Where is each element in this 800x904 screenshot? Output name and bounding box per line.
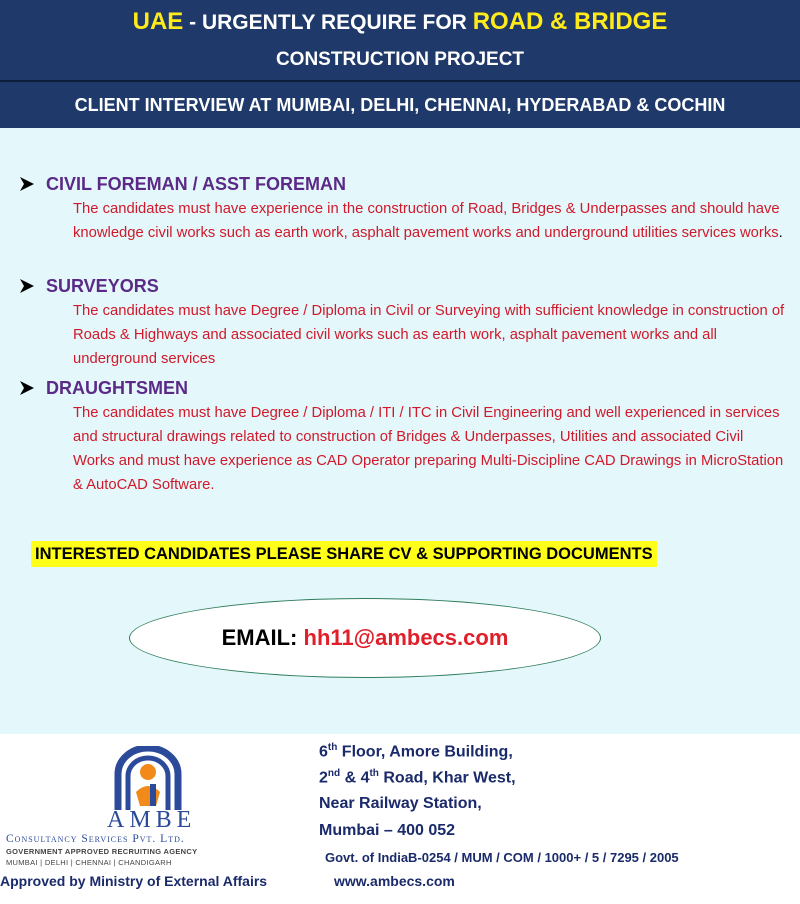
address-line-1	[319, 742, 513, 761]
ambe-logo-icon	[110, 746, 186, 810]
job-title	[46, 378, 188, 399]
header-banner	[0, 0, 800, 82]
headline-require: - URGENTLY REQUIRE FOR	[183, 11, 473, 34]
headline-line2: CONSTRUCTION PROJECT	[275, 49, 525, 70]
agency-tagline: GOVERNMENT APPROVED RECRUITING AGENCY	[6, 847, 198, 856]
job-title-text: SURVEYORS	[46, 276, 159, 296]
job-title-text: CIVIL FOREMAN / ASST FOREMAN	[46, 174, 347, 194]
email-link[interactable]: hh11@ambecs.com	[303, 625, 509, 650]
email-box[interactable]	[129, 598, 601, 678]
job-title	[46, 276, 159, 297]
address-line-3: Near Railway Station,	[319, 795, 482, 812]
govt-license: Govt. of IndiaB-0254 / MUM / COM / 1000+ / 5 / 7295 / 2005	[325, 850, 679, 865]
company-logo	[0, 734, 310, 904]
job-description: The candidates must have Degree / Diploma / ITI / ITC in Civil Engineering and well experienced in services and structural drawings related to construction of Bridges & Underpasses, Utilities and associated Civil Works and must have experience as CAD Operator preparing Multi-Discipline CAD Drawings in MicroStation & AutoCAD Software.	[73, 405, 784, 493]
address-road-a-sup: nd	[327, 768, 341, 779]
approval-note: Approved by Ministry of External Affairs	[0, 873, 268, 889]
address-road-rest: Road, Khar West,	[378, 769, 516, 787]
address-road-a: 2	[319, 769, 328, 787]
address-line-4: Mumbai – 400 052	[319, 822, 456, 839]
job-description	[73, 197, 788, 245]
job-title	[46, 174, 346, 195]
address-road-mid: & 4	[340, 769, 370, 787]
arrow-bullet-icon	[18, 380, 36, 396]
job-description-end: .	[778, 225, 783, 241]
address-floor-sup: th	[327, 742, 338, 753]
interview-banner: CLIENT INTERVIEW AT MUMBAI, DELHI, CHENNAI, HYDERABAD & COCHIN	[0, 82, 800, 128]
call-to-action: INTERESTED CANDIDATES PLEASE SHARE CV & SUPPORTING DOCUMENTS	[31, 541, 657, 567]
headline-country: UAE	[132, 8, 184, 35]
footer	[0, 734, 800, 904]
arrow-bullet-icon	[18, 278, 36, 294]
address-road-b-sup: th	[369, 768, 379, 779]
headline	[0, 8, 800, 36]
address-building: Floor, Amore Building,	[337, 743, 513, 761]
arrow-bullet-icon	[18, 176, 36, 192]
email-label: EMAIL:	[221, 625, 304, 650]
job-description-text: The candidates must have experience in the construction of Road, Bridges & Underpasses and should have knowledge civil works such as earth work, asphalt pavement works and underground utilities services works	[73, 201, 780, 241]
job-description: The candidates must have Degree / Diploma in Civil or Surveying with sufficient knowledge in construction of Roads & Highways and associated civil works such as earth work, asphalt pavement works and all underground services	[73, 303, 785, 367]
company-subtitle: Consultancy Services Pvt. Ltd.	[6, 833, 185, 845]
website-link[interactable]: www.ambecs.com	[334, 873, 455, 889]
office-cities: MUMBAI | DELHI | CHENNAI | CHANDIGARH	[6, 858, 172, 867]
job-title-text: DRAUGHTSMEN	[46, 378, 188, 398]
company-brand: AMBE	[107, 807, 197, 833]
headline-project: ROAD & BRIDGE	[472, 8, 668, 35]
address-line-2	[319, 768, 516, 787]
address-floor-num: 6	[319, 743, 328, 761]
